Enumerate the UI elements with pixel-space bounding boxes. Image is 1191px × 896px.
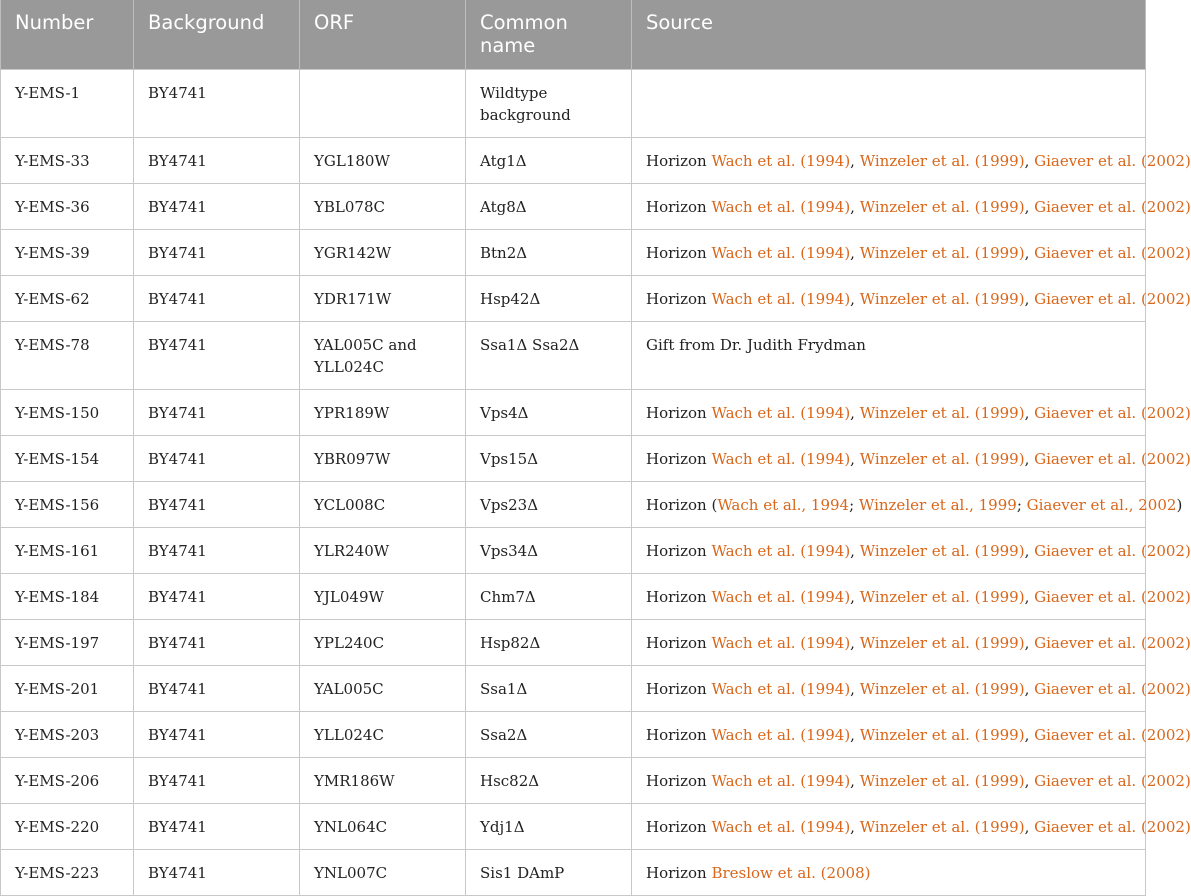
cell-background: BY4741: [134, 573, 300, 619]
source-text: ,: [850, 541, 860, 560]
cell-orf: YPL240C: [300, 619, 466, 665]
column-header-source: Source: [632, 0, 1146, 69]
cell-common-name: Hsc82Δ: [466, 757, 632, 803]
table-row: [1, 711, 1146, 757]
source-text: ,: [1024, 449, 1035, 468]
reference-link[interactable]: Giaever et al. (2002): [1034, 289, 1191, 308]
source-text: ,: [850, 725, 860, 744]
reference-link[interactable]: Giaever et al. (2002): [1034, 449, 1191, 468]
reference-link[interactable]: Giaever et al. (2002): [1034, 633, 1191, 652]
cell-orf: YBL078C: [300, 183, 466, 229]
source-text: ,: [850, 403, 860, 422]
column-header-background: Background: [134, 0, 300, 69]
cell-number: Y-EMS-184: [1, 573, 134, 619]
reference-link[interactable]: Winzeler et al. (1999): [859, 403, 1025, 422]
cell-number: Y-EMS-161: [1, 527, 134, 573]
cell-common-name: Chm7Δ: [466, 573, 632, 619]
cell-background: BY4741: [134, 849, 300, 895]
cell-source: Gift from Dr. Judith Frydman: [632, 321, 1146, 389]
reference-link[interactable]: Wach et al. (1994): [711, 679, 851, 698]
cell-source: [632, 183, 1191, 229]
cell-background: BY4741: [134, 435, 300, 481]
table-row: [1, 69, 1146, 137]
cell-orf: YLL024C: [300, 711, 466, 757]
column-header-number: Number: [1, 0, 134, 69]
reference-link[interactable]: Wach et al. (1994): [711, 725, 851, 744]
reference-link[interactable]: Winzeler et al. (1999): [859, 725, 1025, 744]
reference-link[interactable]: Giaever et al. (2002): [1034, 197, 1191, 216]
source-text: Horizon: [646, 495, 712, 514]
cell-common-name: Ssa2Δ: [466, 711, 632, 757]
cell-source: [632, 665, 1191, 711]
cell-number: Y-EMS-203: [1, 711, 134, 757]
cell-source: [632, 275, 1191, 321]
cell-number: Y-EMS-201: [1, 665, 134, 711]
cell-background: BY4741: [134, 69, 300, 137]
cell-background: BY4741: [134, 619, 300, 665]
source-text: ,: [1024, 817, 1035, 836]
source-text: Horizon: [646, 863, 712, 882]
cell-common-name: Hsp82Δ: [466, 619, 632, 665]
source-text: ,: [1024, 771, 1035, 790]
reference-link[interactable]: Winzeler et al. (1999): [859, 633, 1025, 652]
reference-link[interactable]: Winzeler et al. (1999): [859, 197, 1025, 216]
cell-common-name: Vps23Δ: [466, 481, 632, 527]
cell-source: [632, 527, 1191, 573]
cell-number: Y-EMS-36: [1, 183, 134, 229]
source-text: Horizon: [646, 587, 712, 606]
source-text: ,: [850, 587, 860, 606]
cell-source: [632, 573, 1191, 619]
cell-common-name: Ydj1Δ: [466, 803, 632, 849]
reference-link[interactable]: Giaever et al., 2002: [1026, 495, 1177, 514]
reference-link[interactable]: Wach et al. (1994): [711, 151, 851, 170]
cell-background: BY4741: [134, 803, 300, 849]
cell-source: [632, 803, 1191, 849]
reference-link[interactable]: Giaever et al. (2002): [1034, 679, 1191, 698]
cell-orf: YDR171W: [300, 275, 466, 321]
cell-background: BY4741: [134, 481, 300, 527]
table-row: [1, 573, 1146, 619]
source-text: ,: [1024, 633, 1035, 652]
cell-number: Y-EMS-197: [1, 619, 134, 665]
table-row: [1, 803, 1146, 849]
reference-link[interactable]: Winzeler et al. (1999): [859, 587, 1025, 606]
source-text: Horizon: [646, 197, 712, 216]
source-text: ,: [1024, 403, 1035, 422]
source-text: ,: [850, 197, 860, 216]
source-text: ,: [1024, 151, 1035, 170]
reference-link[interactable]: Wach et al. (1994): [711, 289, 851, 308]
table-row: [1, 665, 1146, 711]
cell-common-name: Hsp42Δ: [466, 275, 632, 321]
cell-number: Y-EMS-1: [1, 69, 134, 137]
table-row: [1, 389, 1146, 435]
reference-link[interactable]: Wach et al. (1994): [711, 587, 851, 606]
cell-common-name: Ssa1Δ: [466, 665, 632, 711]
cell-background: BY4741: [134, 321, 300, 389]
reference-link[interactable]: Giaever et al. (2002): [1034, 403, 1191, 422]
table-row: [1, 849, 1146, 895]
cell-source: [632, 389, 1191, 435]
cell-common-name: Wildtype background: [466, 69, 632, 137]
reference-link[interactable]: Wach et al. (1994): [711, 243, 851, 262]
reference-link[interactable]: Winzeler et al. (1999): [859, 817, 1025, 836]
cell-orf: YJL049W: [300, 573, 466, 619]
cell-orf: YGR142W: [300, 229, 466, 275]
reference-link[interactable]: Wach et al. (1994): [711, 817, 851, 836]
table-row: [1, 619, 1146, 665]
cell-number: Y-EMS-78: [1, 321, 134, 389]
source-text: ,: [850, 679, 860, 698]
reference-link[interactable]: Giaever et al. (2002): [1034, 151, 1191, 170]
reference-link[interactable]: Wach et al. (1994): [711, 633, 851, 652]
source-text: ,: [850, 243, 860, 262]
reference-link[interactable]: Wach et al. (1994): [711, 403, 851, 422]
reference-link[interactable]: Wach et al. (1994): [711, 541, 851, 560]
source-text: ,: [1024, 243, 1035, 262]
table-row: [1, 527, 1146, 573]
source-text: ;: [849, 495, 859, 514]
cell-common-name: Btn2Δ: [466, 229, 632, 275]
column-header-common-name: Common name: [466, 0, 632, 69]
table-header: [1, 0, 1146, 69]
source-text: ,: [1024, 587, 1035, 606]
cell-orf: YPR189W: [300, 389, 466, 435]
reference-link[interactable]: Giaever et al. (2002): [1034, 771, 1191, 790]
source-text: ,: [1024, 197, 1035, 216]
source-text: ,: [850, 289, 860, 308]
cell-number: Y-EMS-206: [1, 757, 134, 803]
cell-orf: YCL008C: [300, 481, 466, 527]
table-row: [1, 229, 1146, 275]
cell-number: Y-EMS-156: [1, 481, 134, 527]
cell-source: [632, 849, 1146, 895]
cell-orf: [300, 69, 466, 137]
reference-link[interactable]: Giaever et al. (2002): [1034, 817, 1191, 836]
cell-background: BY4741: [134, 229, 300, 275]
reference-link[interactable]: Giaever et al. (2002): [1034, 587, 1191, 606]
cell-source: [632, 711, 1191, 757]
cell-number: Y-EMS-154: [1, 435, 134, 481]
source-text: ,: [1024, 289, 1035, 308]
cell-background: BY4741: [134, 183, 300, 229]
cell-background: BY4741: [134, 527, 300, 573]
cell-common-name: Atg8Δ: [466, 183, 632, 229]
source-text: Horizon: [646, 633, 712, 652]
reference-link[interactable]: Winzeler et al. (1999): [859, 151, 1025, 170]
cell-source: [632, 757, 1191, 803]
reference-link[interactable]: Wach et al. (1994): [711, 197, 851, 216]
reference-link[interactable]: Winzeler et al. (1999): [859, 289, 1025, 308]
cell-orf: YLR240W: [300, 527, 466, 573]
table-row: [1, 435, 1146, 481]
reference-link[interactable]: Winzeler et al. (1999): [859, 541, 1025, 560]
cell-number: Y-EMS-39: [1, 229, 134, 275]
cell-orf: YAL005C: [300, 665, 466, 711]
cell-source: [632, 619, 1191, 665]
column-header-orf: ORF: [300, 0, 466, 69]
source-text: Horizon: [646, 289, 712, 308]
cell-number: Y-EMS-62: [1, 275, 134, 321]
reference-link[interactable]: Winzeler et al., 1999: [858, 495, 1017, 514]
cell-source: [632, 435, 1191, 481]
cell-common-name: Vps4Δ: [466, 389, 632, 435]
cell-number: Y-EMS-33: [1, 137, 134, 183]
source-text: ;: [1016, 495, 1027, 514]
cell-orf: YNL064C: [300, 803, 466, 849]
source-text: Horizon: [646, 243, 712, 262]
cell-orf: YGL180W: [300, 137, 466, 183]
source-text: Horizon: [646, 541, 712, 560]
reference-link[interactable]: Winzeler et al. (1999): [859, 679, 1025, 698]
source-text: ,: [1024, 725, 1035, 744]
cell-common-name: Vps34Δ: [466, 527, 632, 573]
source-text: Horizon: [646, 679, 712, 698]
reference-link[interactable]: Winzeler et al. (1999): [859, 771, 1025, 790]
source-text: ,: [850, 771, 860, 790]
cell-background: BY4741: [134, 389, 300, 435]
table-body: [1, 69, 1191, 895]
cell-source: [632, 137, 1191, 183]
source-text: Horizon: [646, 771, 712, 790]
cell-background: BY4741: [134, 757, 300, 803]
source-text: ,: [1024, 541, 1035, 560]
cell-number: Y-EMS-150: [1, 389, 134, 435]
header-row: [1, 0, 1146, 69]
cell-common-name: Vps15Δ: [466, 435, 632, 481]
reference-link[interactable]: Breslow et al. (2008): [711, 863, 871, 882]
cell-common-name: Sis1 DAmP: [466, 849, 632, 895]
reference-link[interactable]: Winzeler et al. (1999): [859, 243, 1025, 262]
reference-link[interactable]: Wach et al. (1994): [711, 771, 851, 790]
table-row: [1, 321, 1146, 389]
reference-link[interactable]: Wach et al. (1994): [711, 449, 851, 468]
cell-orf: YMR186W: [300, 757, 466, 803]
cell-orf: YAL005C and YLL024C: [300, 321, 466, 389]
cell-orf: YNL007C: [300, 849, 466, 895]
table-row: [1, 137, 1146, 183]
cell-source: [632, 481, 1183, 527]
source-text: Horizon: [646, 725, 712, 744]
cell-orf: YBR097W: [300, 435, 466, 481]
source-text: Horizon: [646, 817, 712, 836]
source-text: ,: [850, 817, 860, 836]
source-text: ): [1176, 495, 1183, 514]
table-row: [1, 481, 1146, 527]
source-text: ,: [850, 633, 860, 652]
source-text: Horizon: [646, 151, 712, 170]
cell-source: [632, 69, 1146, 137]
cell-number: Y-EMS-220: [1, 803, 134, 849]
cell-source: [632, 229, 1191, 275]
reference-link[interactable]: Winzeler et al. (1999): [859, 449, 1025, 468]
source-text: Horizon: [646, 403, 712, 422]
table-row: [1, 275, 1146, 321]
source-text: (: [711, 495, 718, 514]
reference-link[interactable]: Wach et al., 1994: [717, 495, 850, 514]
source-text: ,: [850, 449, 860, 468]
cell-background: BY4741: [134, 711, 300, 757]
table-row: [1, 183, 1146, 229]
table-row: [1, 757, 1146, 803]
cell-common-name: Atg1Δ: [466, 137, 632, 183]
reference-link[interactable]: Giaever et al. (2002): [1034, 243, 1191, 262]
cell-number: Y-EMS-223: [1, 849, 134, 895]
cell-common-name: Ssa1Δ Ssa2Δ: [466, 321, 632, 389]
cell-background: BY4741: [134, 137, 300, 183]
source-text: ,: [1024, 679, 1035, 698]
reference-link[interactable]: Giaever et al. (2002): [1034, 725, 1191, 744]
source-text: Horizon: [646, 449, 712, 468]
reference-link[interactable]: Giaever et al. (2002): [1034, 541, 1191, 560]
cell-background: BY4741: [134, 275, 300, 321]
source-text: ,: [850, 151, 860, 170]
cell-background: BY4741: [134, 665, 300, 711]
